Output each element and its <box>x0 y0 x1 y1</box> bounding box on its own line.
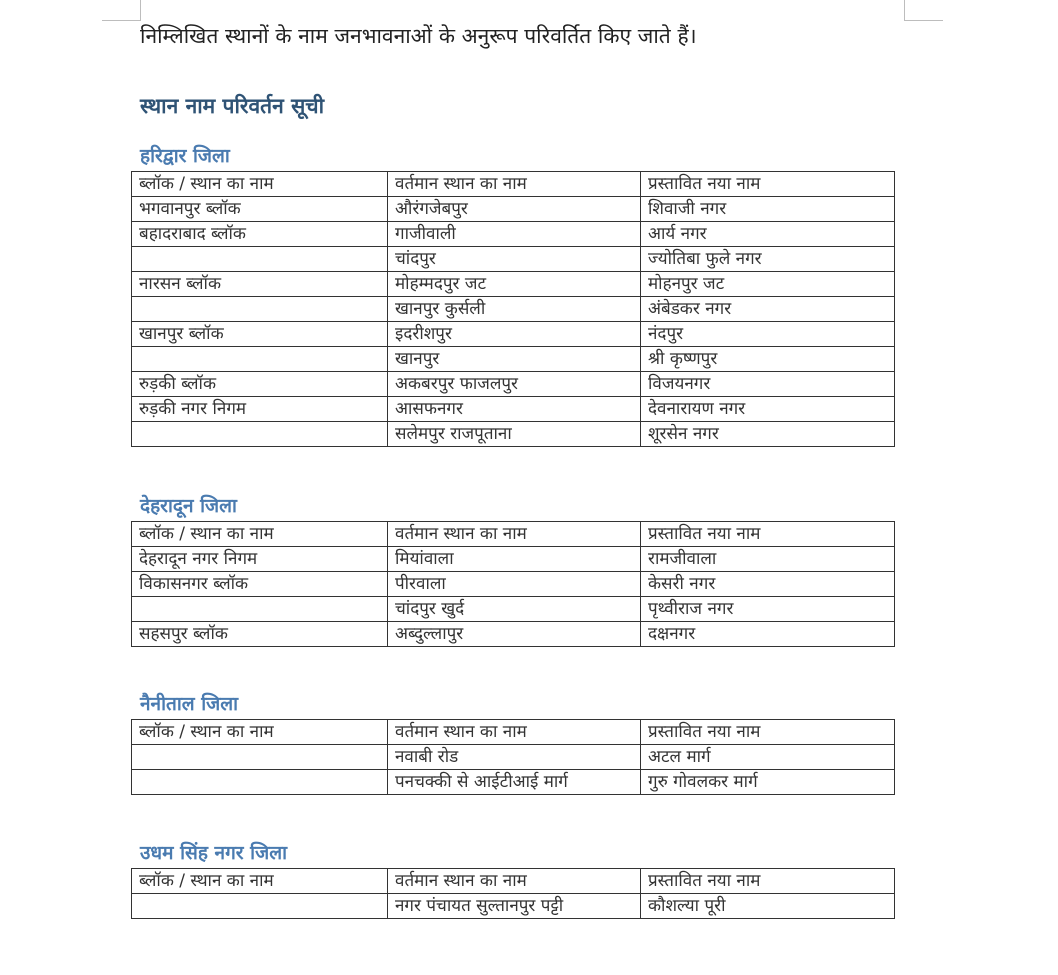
cell-block-name: देहरादून नगर निगम <box>132 547 388 572</box>
table-row <box>132 347 895 372</box>
table-row <box>132 745 895 770</box>
table-row <box>132 397 895 422</box>
header-current-name: वर्तमान स्थान का नाम <box>388 869 641 894</box>
cell-current-name: चांदपुर <box>388 247 641 272</box>
cell-proposed-name: शिवाजी नगर <box>641 197 895 222</box>
district-heading: उधम सिंह नगर जिला <box>140 842 287 864</box>
header-proposed-name: प्रस्तावित नया नाम <box>641 869 895 894</box>
cell-block-name: सहसपुर ब्लॉक <box>132 622 388 647</box>
table-row <box>132 372 895 397</box>
table-row <box>132 770 895 795</box>
cell-block-name <box>132 597 388 622</box>
district-section <box>131 493 894 647</box>
cell-proposed-name: श्री कृष्णपुर <box>641 347 895 372</box>
cell-current-name: मोहम्मदपुर जट <box>388 272 641 297</box>
header-block-name: ब्लॉक / स्थान का नाम <box>132 172 388 197</box>
district-section <box>131 840 894 919</box>
header-block-name: ब्लॉक / स्थान का नाम <box>132 869 388 894</box>
cell-proposed-name: शूरसेन नगर <box>641 422 895 447</box>
table-row <box>132 197 895 222</box>
table-row <box>132 222 895 247</box>
cell-block-name: नारसन ब्लॉक <box>132 272 388 297</box>
cell-proposed-name: नंदपुर <box>641 322 895 347</box>
cell-current-name: खानपुर <box>388 347 641 372</box>
table-row <box>132 894 895 919</box>
cell-proposed-name: पृथ्वीराज नगर <box>641 597 895 622</box>
table-row <box>132 572 895 597</box>
table-row <box>132 622 895 647</box>
cell-current-name: गाजीवाली <box>388 222 641 247</box>
cell-proposed-name: विजयनगर <box>641 372 895 397</box>
cell-proposed-name: आर्य नगर <box>641 222 895 247</box>
cell-proposed-name: देवनारायण नगर <box>641 397 895 422</box>
cell-current-name: चांदपुर खुर्द <box>388 597 641 622</box>
cell-proposed-name: रामजीवाला <box>641 547 895 572</box>
cell-current-name: नवाबी रोड <box>388 745 641 770</box>
cell-current-name: पनचक्की से आईटीआई मार्ग <box>388 770 641 795</box>
cell-proposed-name: अटल मार्ग <box>641 745 895 770</box>
rename-table <box>131 868 895 919</box>
table-row <box>132 597 895 622</box>
header-block-name: ब्लॉक / स्थान का नाम <box>132 720 388 745</box>
district-section <box>131 143 894 447</box>
header-current-name: वर्तमान स्थान का नाम <box>388 720 641 745</box>
table-header-row <box>132 172 895 197</box>
cell-current-name: औरंगजेबपुर <box>388 197 641 222</box>
district-heading: हरिद्वार जिला <box>140 145 230 167</box>
cell-proposed-name: गुरु गोवलकर मार्ग <box>641 770 895 795</box>
table-row <box>132 247 895 272</box>
cell-block-name <box>132 347 388 372</box>
table-row <box>132 547 895 572</box>
cell-proposed-name: कौशल्या पूरी <box>641 894 895 919</box>
cell-current-name: पीरवाला <box>388 572 641 597</box>
cell-block-name <box>132 247 388 272</box>
cell-block-name <box>132 770 388 795</box>
cell-proposed-name: अंबेडकर नगर <box>641 297 895 322</box>
cell-current-name: अब्दुल्लापुर <box>388 622 641 647</box>
cell-block-name <box>132 745 388 770</box>
cell-current-name: अकबरपुर फाजलपुर <box>388 372 641 397</box>
cell-current-name: सलेमपुर राजपूताना <box>388 422 641 447</box>
cell-current-name: आसफनगर <box>388 397 641 422</box>
header-block-name: ब्लॉक / स्थान का नाम <box>132 522 388 547</box>
header-proposed-name: प्रस्तावित नया नाम <box>641 720 895 745</box>
table-header-row <box>132 522 895 547</box>
cell-current-name: नगर पंचायत सुल्तानपुर पट्टी <box>388 894 641 919</box>
page-corner-mark-right <box>904 0 943 21</box>
header-current-name: वर्तमान स्थान का नाम <box>388 172 641 197</box>
table-row <box>132 422 895 447</box>
cell-current-name: इदरीशपुर <box>388 322 641 347</box>
cell-current-name: मियांवाला <box>388 547 641 572</box>
cell-proposed-name: केसरी नगर <box>641 572 895 597</box>
rename-table <box>131 719 895 795</box>
table-row <box>132 322 895 347</box>
cell-block-name: विकासनगर ब्लॉक <box>132 572 388 597</box>
table-row <box>132 272 895 297</box>
intro-paragraph: निम्लिखित स्थानों के नाम जनभावनाओं के अनुरूप परिवर्तित किए जाते हैं। <box>140 24 697 48</box>
table-header-row <box>132 720 895 745</box>
header-proposed-name: प्रस्तावित नया नाम <box>641 172 895 197</box>
cell-proposed-name: ज्योतिबा फुले नगर <box>641 247 895 272</box>
cell-block-name: खानपुर ब्लॉक <box>132 322 388 347</box>
page-corner-mark-left <box>102 0 141 21</box>
rename-table <box>131 521 895 647</box>
district-section <box>131 691 894 795</box>
cell-block-name: रुड़की ब्लॉक <box>132 372 388 397</box>
cell-current-name: खानपुर कुर्सली <box>388 297 641 322</box>
cell-block-name: भगवानपुर ब्लॉक <box>132 197 388 222</box>
district-heading: देहरादून जिला <box>140 495 237 517</box>
district-heading: नैनीताल जिला <box>140 693 239 715</box>
table-header-row <box>132 869 895 894</box>
cell-proposed-name: मोहनपुर जट <box>641 272 895 297</box>
cell-block-name <box>132 894 388 919</box>
document-title: स्थान नाम परिवर्तन सूची <box>140 94 325 118</box>
cell-block-name: बहादराबाद ब्लॉक <box>132 222 388 247</box>
cell-proposed-name: दक्षनगर <box>641 622 895 647</box>
header-proposed-name: प्रस्तावित नया नाम <box>641 522 895 547</box>
cell-block-name: रुड़की नगर निगम <box>132 397 388 422</box>
table-row <box>132 297 895 322</box>
rename-table <box>131 171 895 447</box>
cell-block-name <box>132 297 388 322</box>
header-current-name: वर्तमान स्थान का नाम <box>388 522 641 547</box>
cell-block-name <box>132 422 388 447</box>
